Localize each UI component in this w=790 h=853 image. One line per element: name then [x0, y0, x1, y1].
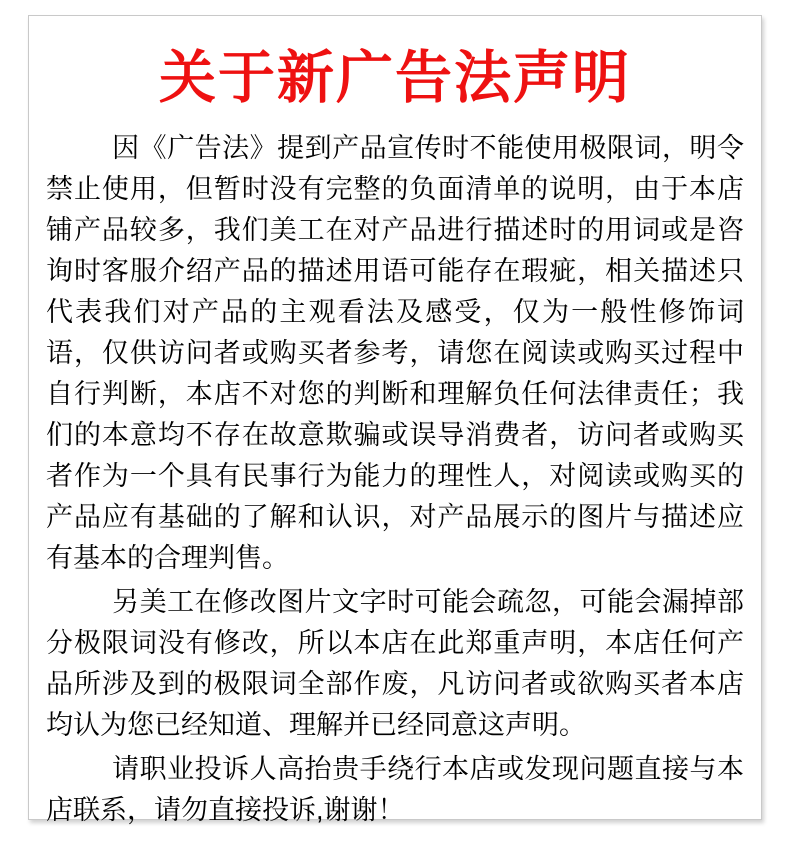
notice-paragraph-law-intro: 因《广告法》提到产品宣传时不能使用极限词，明令禁止使用，但暂时没有完整的负面清单的说明，由于本店铺产品较多，我们美工在对产品进行描述时的用词或是咨询时客服介绍产品的描述用语可能存在瑕疵，相关描述只代表我们对产品的主观看法及感受，仅为一般性修饰词语，仅供访问者或购买者参考，请您在阅读或购买过程中自行判断，本店不对您的判断和理解负任何法律责任；我们的本意均不存在故意欺骗或误导消费者，访问者或购买者作为一个具有民事行为能力的理性人，对阅读或购买的产品应有基础的了解和认识，对产品展示的图片与描述应有基本的合理判售。	[46, 133, 744, 573]
notice-card	[28, 15, 762, 825]
notice-title: 关于新广告法声明	[159, 46, 631, 110]
notice-paragraph-disclaimer: 另美工在修改图片文字时可能会疏忽，可能会漏掉部分极限词没有修改，所以本店在此郑重声明，本店任何产品所涉及到的极限词全部作废，凡访问者或欲购买者本店均认为您已经知道、理解并已经同意这声明。	[46, 587, 744, 740]
notice-body	[46, 128, 744, 831]
notice-paragraph-complaint-request: 请职业投诉人高抬贵手绕行本店或发现问题直接与本店联系，请勿直接投诉,谢谢！	[46, 754, 744, 825]
